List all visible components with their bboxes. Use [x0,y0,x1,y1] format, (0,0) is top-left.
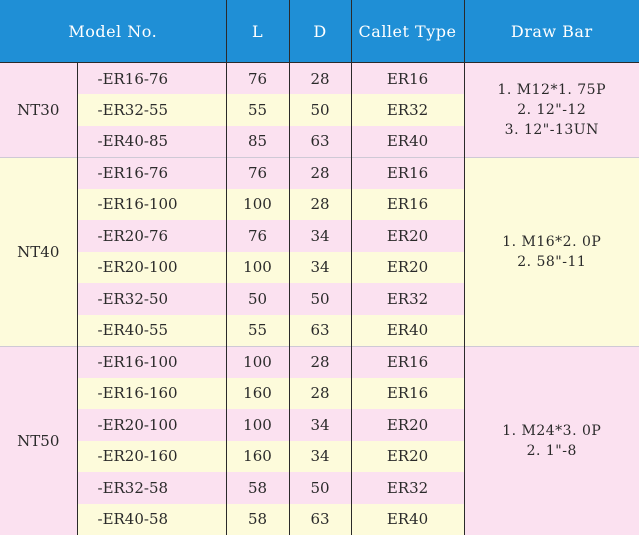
l-cell: 76 [226,63,289,95]
d-cell: 28 [289,63,351,95]
header-l: L [226,0,289,63]
header-draw-bar: Draw Bar [464,0,639,63]
l-cell: 76 [226,157,289,189]
model-cell: -ER40-58 [77,504,226,536]
model-cell: -ER20-160 [77,441,226,473]
draw-bar-line: 1. M12*1. 75P [497,81,606,98]
l-cell: 160 [226,441,289,473]
header-d: D [289,0,351,63]
l-cell: 50 [226,283,289,315]
d-cell: 50 [289,283,351,315]
l-cell: 58 [226,472,289,504]
collet-type-cell: ER32 [351,283,464,315]
draw-bar-line: 2. 58"-11 [517,253,587,270]
collet-type-cell: ER32 [351,472,464,504]
model-cell: -ER20-100 [77,409,226,441]
draw-bar-line: 2. 1"-8 [526,442,577,459]
l-cell: 58 [226,504,289,536]
header-row [0,0,639,63]
model-cell: -ER40-55 [77,315,226,347]
collet-type-cell: ER20 [351,252,464,284]
model-cell: -ER16-76 [77,157,226,189]
d-cell: 63 [289,126,351,158]
draw-bar-cell [464,63,639,158]
collet-type-cell: ER40 [351,504,464,536]
l-cell: 160 [226,378,289,410]
l-cell: 100 [226,189,289,221]
collet-type-cell: ER16 [351,157,464,189]
draw-bar-line: 3. 12"-13UN [504,121,599,138]
model-cell: -ER20-76 [77,220,226,252]
collet-type-cell: ER20 [351,441,464,473]
l-cell: 55 [226,94,289,126]
draw-bar-line: 2. 12"-12 [517,101,587,118]
collet-type-cell: ER40 [351,315,464,347]
model-cell: -ER16-76 [77,63,226,95]
group-name-cell: NT40 [0,157,77,346]
l-cell: 100 [226,346,289,378]
collet-type-cell: ER16 [351,189,464,221]
model-cell: -ER16-160 [77,378,226,410]
header-collet-type: Callet Type [351,0,464,63]
collet-type-cell: ER20 [351,409,464,441]
model-cell: -ER16-100 [77,189,226,221]
collet-type-cell: ER16 [351,63,464,95]
table-row [0,63,639,95]
collet-type-cell: ER32 [351,94,464,126]
draw-bar-cell [464,157,639,346]
model-cell: -ER32-58 [77,472,226,504]
model-cell: -ER32-50 [77,283,226,315]
table-row [0,346,639,378]
table-body [0,63,639,536]
l-cell: 85 [226,126,289,158]
collet-type-cell: ER20 [351,220,464,252]
d-cell: 50 [289,94,351,126]
d-cell: 28 [289,157,351,189]
d-cell: 28 [289,378,351,410]
d-cell: 28 [289,346,351,378]
header-model: Model No. [0,0,226,63]
draw-bar-line: 1. M16*2. 0P [502,233,602,250]
l-cell: 76 [226,220,289,252]
group-name-cell: NT30 [0,63,77,158]
draw-bar-line: 1. M24*3. 0P [502,422,602,439]
collet-type-cell: ER16 [351,346,464,378]
table-row [0,157,639,189]
d-cell: 28 [289,189,351,221]
d-cell: 50 [289,472,351,504]
d-cell: 34 [289,220,351,252]
d-cell: 34 [289,252,351,284]
model-cell: -ER40-85 [77,126,226,158]
d-cell: 34 [289,441,351,473]
l-cell: 100 [226,252,289,284]
l-cell: 55 [226,315,289,347]
draw-bar-cell [464,346,639,535]
d-cell: 34 [289,409,351,441]
l-cell: 100 [226,409,289,441]
model-cell: -ER32-55 [77,94,226,126]
model-cell: -ER16-100 [77,346,226,378]
group-name-cell: NT50 [0,346,77,535]
collet-type-cell: ER40 [351,126,464,158]
collet-type-cell: ER16 [351,378,464,410]
model-cell: -ER20-100 [77,252,226,284]
d-cell: 63 [289,315,351,347]
d-cell: 63 [289,504,351,536]
